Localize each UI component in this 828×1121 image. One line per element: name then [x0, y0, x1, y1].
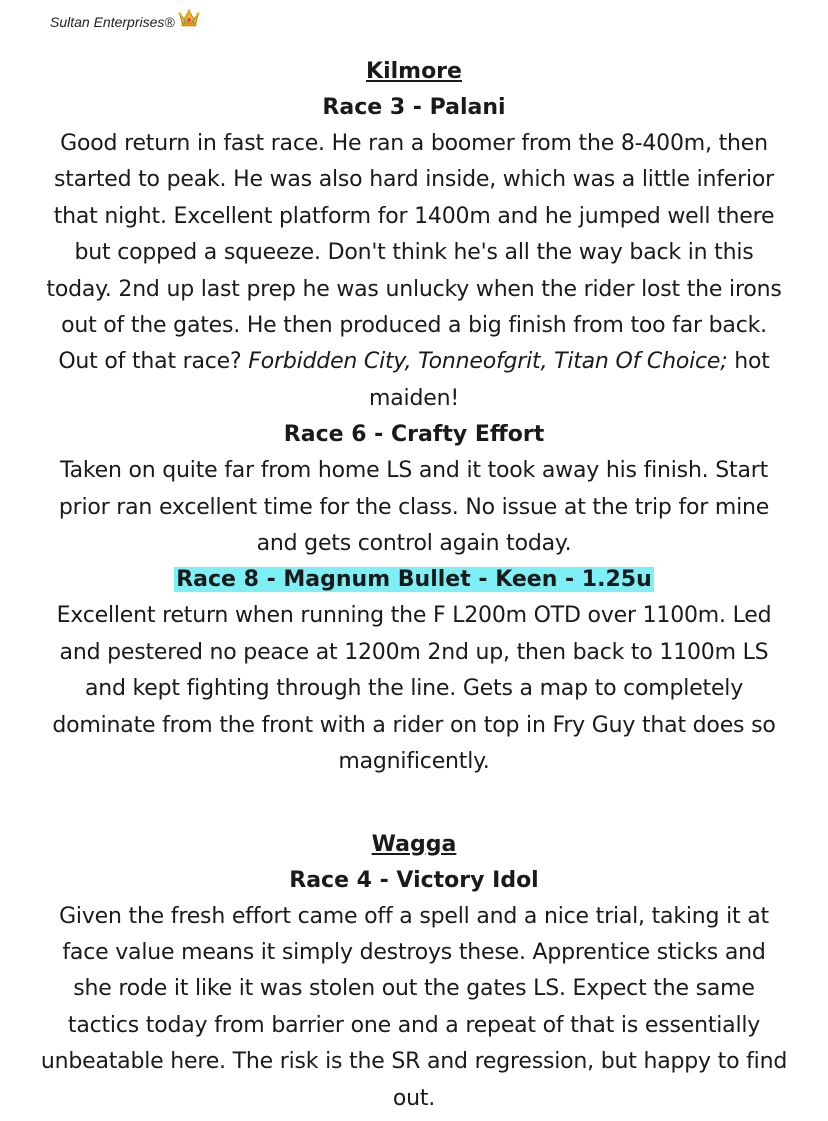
brand-name: Sultan Enterprises®	[50, 14, 175, 30]
tips-document	[40, 54, 788, 1117]
brand-header	[50, 12, 200, 32]
venue-heading-wagga: Wagga	[371, 831, 457, 857]
race-title: Race 6 - Crafty Effort	[283, 422, 545, 448]
race-title-highlighted	[40, 562, 788, 598]
race-notes: Given the fresh effort came off a spell and a nice trial, taking it at face value means it simply destroys these. Apprentice sticks and she rode it like it was stolen out the gates LS. Expect the same tactics today from barrier one and a repeat of that is essentially unbeatable here. The risk is the SR and regression, but happy to find out.	[40, 903, 788, 1111]
section-spacer	[40, 781, 788, 827]
race-notes-text: Good return in fast race. He ran a boomer from the 8-400m, then started to peak. He was also hard inside, which was a little inferior that night. Excellent platform for 1400m and he jumped well there but copped a squeeze. Don't think he's all the way back in this today. 2nd up last prep he was unlucky when the rider lost the irons out of the gates. He then produced a big finish from too far back. Out of that race?	[46, 131, 782, 375]
race-notes: Excellent return when running the F L200m OTD over 1100m. Led and pestered no peace at 1200m 2nd up, then back to 1100m LS and kept fighting through the line. Gets a map to completely dominate from the front with a rider on top in Fry Guy that does so magnificently.	[52, 603, 776, 775]
race-notes: Taken on quite far from home LS and it took away his finish. Start prior ran excellent time for the class. No issue at the trip for mine and gets control again today.	[58, 458, 770, 557]
highlighted-selection: Race 8 - Magnum Bullet - Keen - 1.25u	[176, 567, 652, 593]
race-notes-tail: hot maiden!	[369, 349, 770, 411]
race-title: Race 4 - Victory Idol	[289, 867, 539, 893]
race-title: Race 3 - Palani	[322, 95, 506, 120]
venue-heading-kilmore: Kilmore	[366, 59, 462, 84]
race-notes-italic: Forbidden City, Tonneofgrit, Titan Of Choice;	[248, 349, 728, 375]
crown-icon	[178, 8, 200, 28]
race-notes	[40, 126, 788, 417]
